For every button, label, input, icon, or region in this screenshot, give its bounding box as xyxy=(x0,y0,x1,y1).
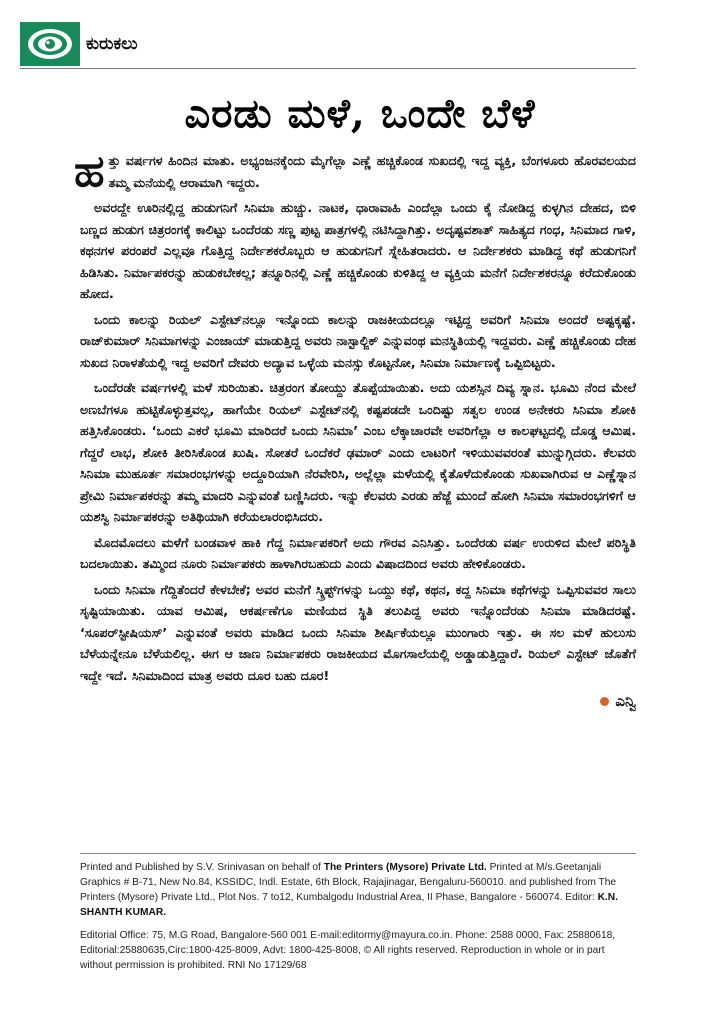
paragraph-4: ಒಂದೆರಡೇ ವರ್ಷಗಳಲ್ಲಿ ಮಳೆ ಸುರಿಯಿತು. ಚಿತ್ರರಂಗ ತೋಯ್ದು ತೊಪ್ಪೆಯಾಯಿತು. ಅದು ಯಶಸ್ಸಿನ ದಿವ್ಯ ಸ್ನಾನ. ಭೂಮಿ ನೆಂದ ಮೇಲೆ ಅಣಬೆಗಳೂ ಹುಟ್ಟಿಕೊಳ್ಳುತ್ತವಲ್ಲ, ಹಾಗೆಯೇ ರಿಯಲ್ ಎಸ್ಟೇಟ್‌ನಲ್ಲಿ ಕಷ್ಟಪಡದೇ ಒಂದಿಷ್ಟು ಸತ್ವಲ ಉಂಡ ಅನೇಕರು ಸಿನಿಮಾ ಶೋಕಿ ಹತ್ತಿಸಿಕೊಂಡರು. ‘ಒಂದು ಎಕರೆ ಭೂಮಿ ಮಾರಿದರೆ ಒಂದು ಸಿನಿಮಾ’ ಎಂಬ ಲೆಕ್ಕಾಚಾರವೇ ಅವರಿಗೆಲ್ಲಾ ಆ ಕಾಲಘಟ್ಟದಲ್ಲಿ ದೊಡ್ಡ ಆಮಿಷ. ಗೆದ್ದರೆ ಲಾಭ, ಶೋಕಿ ತೀರಿಸಿಕೊಂಡ ಖುಷಿ. ಸೋತರೆ ಒಂದೆಕರೆ ಢಮಾರ್ ಎಂದು ಲಾಟರಿಗೆ ಇಳಿಯುವವರಂತೆ ಮುನ್ನುಗ್ಗಿದರು. ಕೆಲವರು ಸಿನಿಮಾ ಮುಹೂರ್ತ ಸಮಾರಂಭಗಳನ್ನು ಅದ್ದೂರಿಯಾಗಿ ನೆರವೇರಿಸಿ, ಅಲ್ಲೆಲ್ಲಾ ಮಳೆಯಲ್ಲಿ ಕೈತೊಳೆದುಕೊಂಡು ಸುಖವಾಗಿರುವ ಆ ಎಣ್ಣೆಸ್ನಾನ ಪ್ರೇಮಿ ನಿರ್ಮಾಪಕರನ್ನು ತಮ್ಮ ಮಾದರಿ ಎನ್ನುವಂತೆ ಬಣ್ಣಿಸಿದರು. ಇನ್ನು ಕೆಲವರು ಎರಡು ಹೆಜ್ಜೆ ಮುಂದೆ ಹೋಗಿ ಸಿನಿಮಾ ಸಮಾರಂಭಗಳಿಗೆ ಆ ಯಶಸ್ವಿ ನಿರ್ಮಾಪಕರನ್ನು ಅತಿಥಿಯಾಗಿ ಕರೆಯಲಾರಂಭಿಸಿದರು. xyxy=(80,380,636,524)
page-footer xyxy=(80,853,636,981)
editorial-office: Editorial Office: 75, M.G Road, Bangalore-560 001 E-mail:editormy@mayura.co.in. Phone: 2588 0000, Fax: 25880618, Editorial:25880635,Circ:1800-425-8009, Advt: 1800-425-8008, © All rights reserved. Reproduction in whole or in part without permission is prohibited. RNI No 17129/68 xyxy=(80,930,616,971)
editor-name: K.N. SHANTH KUMAR. xyxy=(80,892,618,918)
page-header xyxy=(20,22,636,69)
article-body xyxy=(74,146,636,710)
drop-cap: ಹ xyxy=(74,146,105,197)
author-name: ಎನ್ವಿ xyxy=(615,692,636,710)
bullet-icon xyxy=(600,697,609,706)
author-signature xyxy=(80,692,636,710)
imprint-text-a: Printed and Published by S.V. Srinivasan on behalf of xyxy=(80,862,324,873)
printer-imprint xyxy=(80,860,636,920)
section-name: ಕುರುಕಲು xyxy=(86,34,138,54)
paragraph-2: ಅವರದ್ದೇ ಊರಿನಲ್ಲಿದ್ದ ಹುಡುಗನಿಗೆ ಸಿನಿಮಾ ಹುಚ್ಚು. ನಾಟಕ, ಧಾರಾವಾಹಿ ಎಂದೆಲ್ಲಾ ಒಂದು ಕೈ ನೋಡಿದ್ದ ಕುಳ್ಳಗಿನ ದೇಹದ, ಬಿಳಿ ಬಣ್ಣದ ಹುಡುಗ ಚಿತ್ರರಂಗಕ್ಕೆ ಕಾಲಿಟ್ಟು ಒಂದೆರಡು ಸಣ್ಣ ಪುಟ್ಟ ಪಾತ್ರಗಳಲ್ಲಿ ನಟಿಸಿದ್ದಾಗಿತ್ತು. ಅದೃಷ್ಟವಶಾತ್ ಸಾಹಿತ್ಯದ ಗಂಧ, ಸಿನಿಮಾದ ಗಾಳಿ, ಕಥನಗಳ ಪರಂಪರೆ ಎಲ್ಲವೂ ಗೊತ್ತಿದ್ದ ನಿರ್ದೇಶಕರೊಬ್ಬರು ಆ ಹುಡುಗನಿಗೆ ಸ್ನೇಹಿತರಾದರು. ಆ ನಿರ್ದೇಶಕರು ಮಾಡಿದ್ದ ಕಥೆ ಹುಡುಗನಿಗೆ ಹಿಡಿಸಿತು. ನಿರ್ಮಾಪಕರನ್ನು ಹುಡುಕಬೇಕಲ್ಲ; ತನ್ನೂರಿನಲ್ಲಿ ಎಣ್ಣೆ ಹಚ್ಚಿಕೊಂಡು ಕುಳಿತಿದ್ದ ಆ ವ್ಯಕ್ತಿಯ ಮನೆಗೆ ನಿರ್ದೇಶಕರನ್ನೂ ಕರೆದುಕೊಂಡು ಹೋದ. xyxy=(80,200,636,301)
imprint-text-b: Printed at M/s.Geetanjali Graphics # B-71, New No.84, KSSIDC, Indl. Estate, 6th Block, Rajajinagar, Bengaluru-560010. and published from The Printers (Mysore) Private Ltd., Plot Nos. 7 to12, Kumbalgodu Industrial Area, II Phase, Bangalore - 560074. Editor: xyxy=(80,862,617,903)
paragraph-1-text: ತ್ತು ವರ್ಷಗಳ ಹಿಂದಿನ ಮಾತು. ಅಭ್ಯಂಜನಕ್ಕೆಂದು ಮೈಗೆಲ್ಲಾ ಎಣ್ಣೆ ಹಚ್ಚಿಕೊಂಡ ಸುಖದಲ್ಲಿ ಇದ್ದ ವ್ಯಕ್ತಿ, ಬೆಂಗಳೂರು ಹೊರವಲಯದ ತಮ್ಮ ಮನೆಯಲ್ಲಿ ಆರಾಮಾಗಿ ಇದ್ದರು. xyxy=(108,153,636,190)
printer-company: The Printers (Mysore) Private Ltd. xyxy=(323,862,487,873)
paragraph-1 xyxy=(74,146,636,197)
paragraph-6: ಒಂದು ಸಿನಿಮಾ ಗೆದ್ದಿತೆಂದರೆ ಕೇಳಬೇಕೆ; ಅವರ ಮನೆಗೆ ಸ್ಕ್ರಿಪ್ಟ್‌ಗಳನ್ನು ಒಯ್ದು ಕಥೆ, ಕಥನ, ಕದ್ದ ಸಿನಿಮಾ ಕಥೆಗಳನ್ನು ಒಪ್ಪಿಸುವವರ ಸಾಲು ಸೃಷ್ಟಿಯಾಯಿತು. ಯಾವ ಆಮಿಷ, ಆಕರ್ಷಣೆಗೂ ಮಣಿಯದ ಸ್ಥಿತಿ ತಲುಪಿದ್ದ ಅವರು ಇನ್ನೊಂದೆರಡು ಸಿನಿಮಾ ಮಾಡಿದರಷ್ಟೆ. ‘ಸೂಪರ್‌ಸ್ಟೀಷಿಯಸ್’ ಎನ್ನುವಂತೆ ಅವರು ಮಾಡಿದ ಒಂದು ಸಿನಿಮಾ ಶೀರ್ಷಿಕೆಯಲ್ಲೂ ಮುಂಗಾರು ಇತ್ತು. ಈ ಸಲ ಮಳೆ ಹುಲುಸು ಬೆಳೆಯನ್ನೇನೂ ಬೆಳೆಯಲಿಲ್ಲ. ಈಗ ಆ ಜಾಣ ನಿರ್ಮಾಪಕರು ರಾಜಕೀಯದ ಮೊಗಸಾಲೆಯಲ್ಲಿ ಅಡ್ಡಾಡುತ್ತಿದ್ದಾರೆ. ರಿಯಲ್ ಎಸ್ಟೇಟ್ ಜೊತೆಗೆ ಇದ್ದೇ ಇದೆ. ಸಿನಿಮಾದಿಂದ ಮಾತ್ರ ಅವರು ದೂರ ಬಹು ದೂರ! xyxy=(80,581,636,683)
article-headline: ಎರಡು ಮಳೆ, ಒಂದೇ ಬೆಳೆ xyxy=(184,90,536,137)
eye-logo-icon xyxy=(20,22,80,66)
paragraph-3: ಒಂದು ಕಾಲನ್ನು ರಿಯಲ್ ಎಸ್ಟೇಟ್‌ನಲ್ಲೂ ಇನ್ನೊಂದು ಕಾಲನ್ನು ರಾಜಕೀಯದಲ್ಲೂ ಇಟ್ಟಿದ್ದ ಅವರಿಗೆ ಸಿನಿಮಾ ಅಂದರೆ ಅಷ್ಟಕ್ಕಷ್ಟೆ. ರಾಜ್‌ಕುಮಾರ್ ಸಿನಿಮಾಗಳನ್ನು ಎಂಜಾಯ್ ಮಾಡುತ್ತಿದ್ದ ಅವರು ನಾಸ್ಟಾಲ್ಜಿಕ್ ಎನ್ನುವಂಥ ಮನಸ್ಥಿತಿಯಲ್ಲಿ ಇದ್ದವರು. ಎಣ್ಣೆ ಹಚ್ಚಿಕೊಂಡು ದೇಹ ಸುಖದ ನಿರಾಳತೆಯಲ್ಲಿ ಇದ್ದ ಅವರಿಗೆ ದೇವರು ಅದ್ಯಾವ ಒಳ್ಳೆಯ ಮನಸ್ಸು ಕೊಟ್ಟನೋ, ಸಿನಿಮಾ ನಿರ್ಮಾಣಕ್ಕೆ ಒಪ್ಪಿಬಿಟ್ಟರು. xyxy=(80,311,636,370)
paragraph-5: ಮೊದಮೊದಲು ಮಳೆಗೆ ಬಂಡವಾಳ ಹಾಕಿ ಗೆದ್ದ ನಿರ್ಮಾಪಕರಿಗೆ ಅದು ಗೌರವ ಎನಿಸಿತ್ತು. ಒಂದೆರಡು ವರ್ಷ ಉರುಳಿದ ಮೇಲೆ ಪರಿಸ್ಥಿತಿ ಬದಲಾಯಿತು. ತಮ್ಮಿಂದ ನೂರು ನಿರ್ಮಾಪಕರು ಹಾಳಾಗಿರಬಹುದು ಎಂದು ವಿಷಾದದಿಂದ ಅವರು ಹೇಳಿಕೊಂಡರು. xyxy=(80,534,636,571)
